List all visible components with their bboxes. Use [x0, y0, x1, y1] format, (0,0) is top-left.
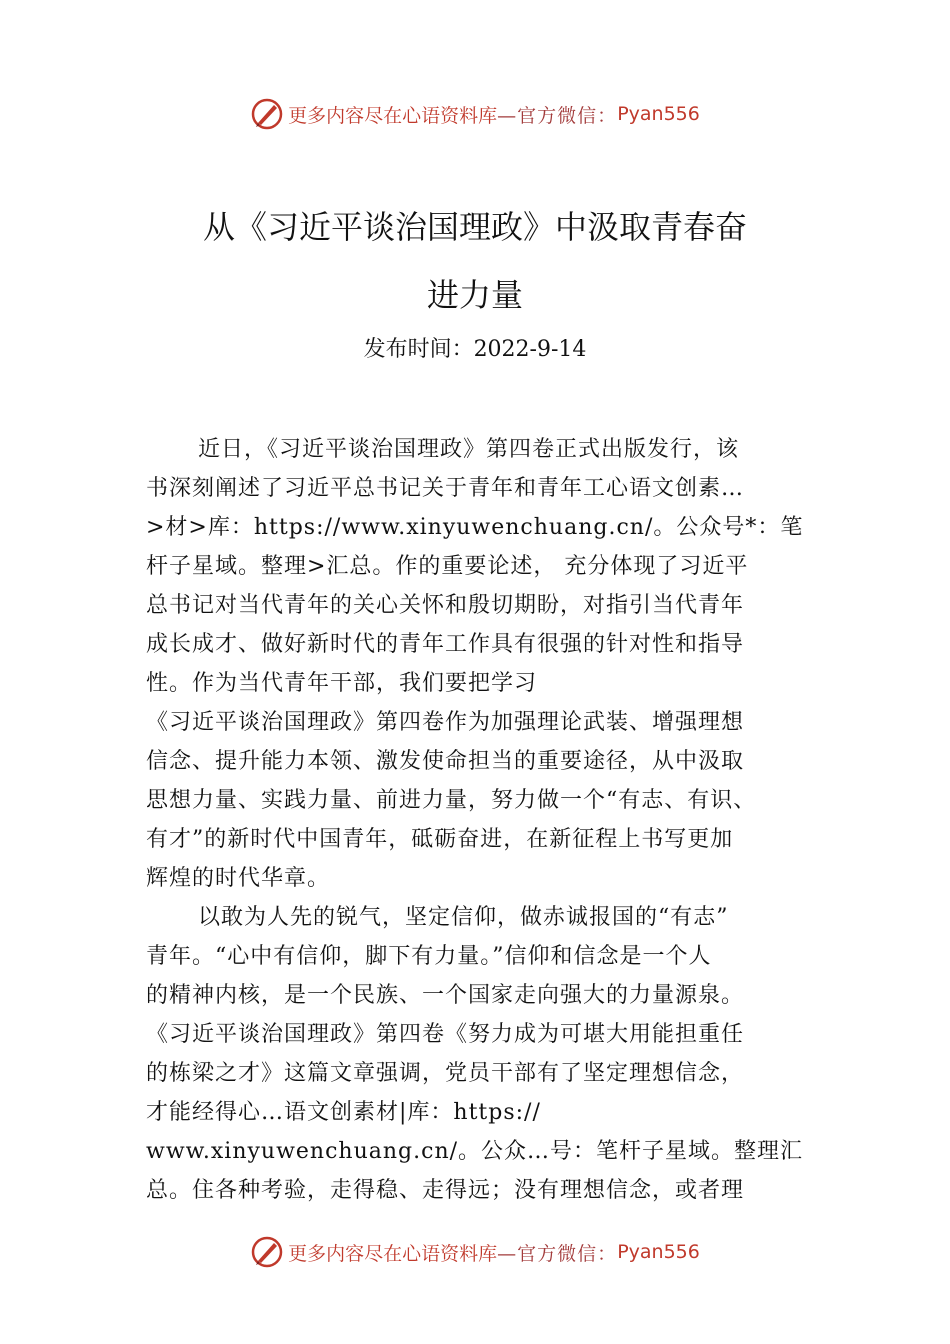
- body-line: 青年。“心中有信仰，脚下有力量。”信仰和信念是一个人: [146, 944, 712, 969]
- body-line: 才能经得心…语文创素材|库：https://: [146, 1100, 541, 1125]
- body-line: 信念、提升能力本领、激发使命担当的重要途径，从中汲取: [146, 749, 745, 774]
- body-line: 总书记对当代青年的关心关怀和殷切期盼，对指引当代青年: [146, 593, 745, 618]
- body-line: 杆子星域。整理>汇总。作的重要论述， 充分体现了习近平: [146, 554, 749, 579]
- body-line: 《习近平谈治国理政》第四卷作为加强理论武装、增强理想: [146, 710, 745, 735]
- footer-watermark: [0, 1232, 950, 1272]
- body-line: 成长成才、做好新时代的青年工作具有很强的针对性和指导: [146, 632, 745, 657]
- watermark-separator: —官方微信：: [497, 1242, 618, 1265]
- body-line: 总。住各种考验，走得稳、走得远；没有理想信念，或者理: [146, 1178, 745, 1203]
- watermark-separator: —官方微信：: [497, 104, 618, 127]
- body-line: 有才”的新时代中国青年，砥砺奋进，在新征程上书写更加: [146, 827, 734, 852]
- body-line: >材>库：https://www.xinyuwenchuang.cn/。公众号*：笔: [146, 515, 804, 540]
- body-line: 近日，《习近平谈治国理政》第四卷正式出版发行，该: [198, 437, 740, 462]
- page-title-line-1: 从《习近平谈治国理政》中汲取青春奋: [202, 208, 747, 246]
- body-line: 书深刻阐述了习近平总书记关于青年和青年工心语文创素…: [146, 476, 745, 501]
- body-line: 以敢为人先的锐气，坚定信仰，做赤诚报国的“有志”: [198, 905, 729, 930]
- body-line: 的栋梁之才》这篇文章强调，党员干部有了坚定理想信念，: [146, 1061, 745, 1086]
- body-line: 《习近平谈治国理政》第四卷《努力成为可堪大用能担重任: [146, 1022, 745, 1047]
- quill-logo-icon: [250, 1235, 284, 1269]
- body-line: 辉煌的时代华章。: [146, 866, 331, 891]
- body-line: 思想力量、实践力量、前进力量，努力做一个“有志、有识、: [146, 788, 757, 813]
- header-watermark: [0, 94, 950, 134]
- body-line: 的精神内核，是一个民族、一个国家走向强大的力量源泉。: [146, 983, 745, 1008]
- quill-logo-icon: [250, 97, 284, 131]
- body-line: www.xinyuwenchuang.cn/。公众…号：笔杆子星域。整理汇: [146, 1139, 804, 1164]
- watermark-brand: 更多内容尽在心语资料库: [288, 104, 498, 127]
- publish-date: 发布时间：2022-9-14: [363, 337, 587, 362]
- watermark-wechat-id: Pyan556: [617, 103, 700, 125]
- body-line: 性。作为当代青年干部，我们要把学习: [146, 671, 538, 696]
- page-title-line-2: 进力量: [426, 276, 523, 314]
- watermark-wechat-id: Pyan556: [617, 1241, 700, 1263]
- watermark-brand: 更多内容尽在心语资料库: [288, 1242, 498, 1265]
- article-body: [146, 430, 826, 1210]
